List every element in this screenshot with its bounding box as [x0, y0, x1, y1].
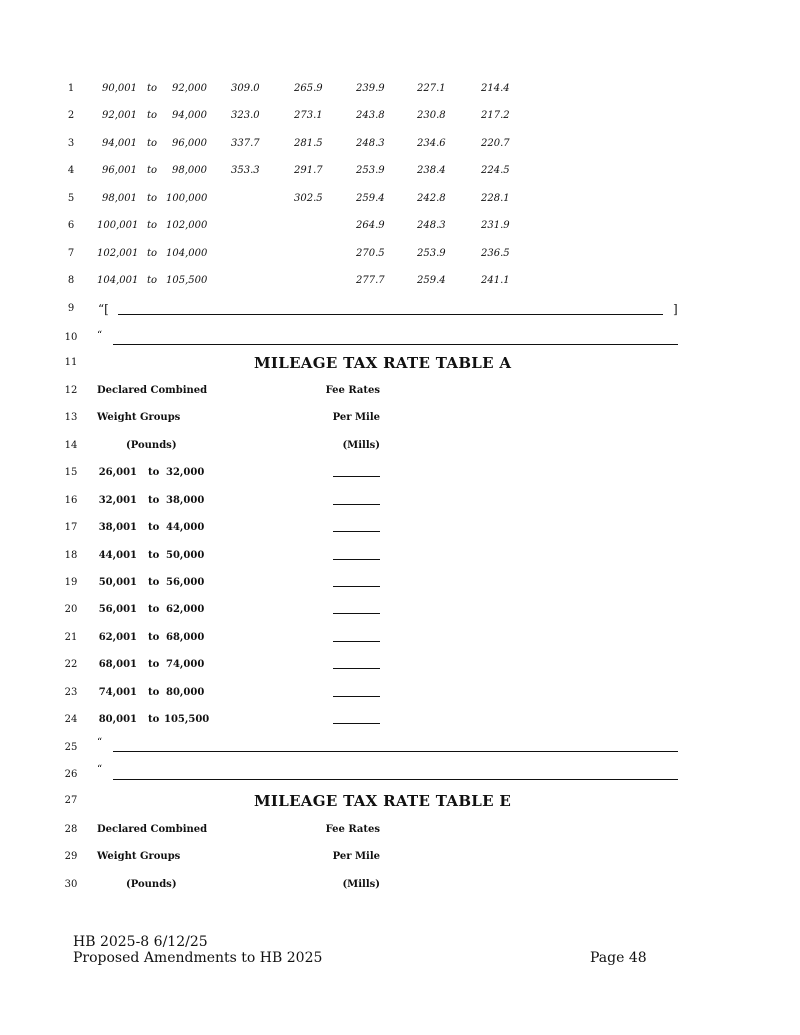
line-number: 13: [64, 412, 78, 423]
table-a-row: [0, 683, 800, 703]
rate-value: 220.7: [481, 138, 510, 149]
weight-to-word: to: [148, 522, 160, 533]
weight-from: 62,001: [98, 632, 137, 643]
table-a-row: [0, 573, 800, 593]
line-number: 4: [67, 165, 75, 176]
weight-to: 32,000: [166, 467, 205, 478]
weight-to: 62,000: [166, 604, 205, 615]
weight-from: 96,001: [102, 165, 137, 176]
insertion-rule: [113, 344, 678, 345]
weight-row: [0, 216, 800, 236]
table-a-row: [0, 600, 800, 620]
weight-to: 96,000: [172, 138, 207, 149]
weight-to: 92,000: [172, 83, 207, 94]
weight-to-word: to: [148, 550, 160, 561]
weight-to: 68,000: [166, 632, 205, 643]
open-quote: “: [97, 764, 103, 775]
line-number: 1: [67, 83, 75, 94]
weight-to: 44,000: [166, 522, 205, 533]
rate-blank: [333, 476, 380, 477]
weight-to: 105,500: [166, 275, 208, 286]
header-right: Per Mile: [332, 851, 380, 862]
rate-blank: [333, 504, 380, 505]
weight-to-word: to: [147, 248, 158, 259]
insertion-line: [0, 765, 800, 785]
weight-from: 56,001: [98, 604, 137, 615]
rate-value: 231.9: [481, 220, 510, 231]
table-a-row: [0, 710, 800, 730]
weight-row: [0, 161, 800, 181]
table-e-title-row: [0, 791, 800, 811]
rate-value: 243.8: [356, 110, 385, 121]
open-quote: “: [97, 330, 103, 341]
table-a-row: [0, 546, 800, 566]
weight-to: 104,000: [166, 248, 208, 259]
rate-value: 259.4: [417, 275, 446, 286]
table-a-row: [0, 628, 800, 648]
insertion-line: [0, 738, 800, 758]
weight-row: [0, 134, 800, 154]
rate-value: 227.1: [417, 83, 446, 94]
line-number: 23: [64, 687, 78, 698]
line-number: 24: [64, 714, 78, 725]
weight-to: 56,000: [166, 577, 205, 588]
rate-value: 291.7: [294, 165, 323, 176]
header-right: Fee Rates: [325, 385, 380, 396]
weight-row: [0, 106, 800, 126]
rate-value: 248.3: [417, 220, 446, 231]
header-right: (Mills): [342, 440, 380, 451]
rate-value: 265.9: [294, 83, 323, 94]
table-e-header-row: [0, 875, 800, 895]
rate-value: 302.5: [294, 193, 323, 204]
line-number: 9: [67, 303, 75, 314]
weight-to: 94,000: [172, 110, 207, 121]
weight-from: 38,001: [98, 522, 137, 533]
weight-to: 100,000: [166, 193, 208, 204]
rate-blank: [333, 641, 380, 642]
weight-to-word: to: [148, 467, 160, 478]
line-number: 16: [64, 495, 78, 506]
rate-value: 248.3: [356, 138, 385, 149]
line-number: 30: [64, 879, 78, 890]
table-a-row: [0, 463, 800, 483]
line-number: 5: [67, 193, 75, 204]
insertion-line: [0, 328, 800, 348]
weight-to-word: to: [148, 687, 160, 698]
weight-from: 32,001: [98, 495, 137, 506]
weight-row: [0, 271, 800, 291]
rate-value: 253.9: [356, 165, 385, 176]
rate-value: 236.5: [481, 248, 510, 259]
weight-to-word: to: [147, 165, 158, 176]
rate-value: 323.0: [231, 110, 260, 121]
weight-to: 38,000: [166, 495, 205, 506]
table-a-title: MILEAGE TAX RATE TABLE A: [254, 354, 512, 372]
weight-to: 98,000: [172, 165, 207, 176]
weight-to-word: to: [147, 138, 158, 149]
rate-value: 234.6: [417, 138, 446, 149]
line-number: 15: [64, 467, 78, 478]
line-number: 22: [64, 659, 78, 670]
rate-value: 277.7: [356, 275, 385, 286]
weight-from: 74,001: [98, 687, 137, 698]
header-left: Weight Groups: [97, 851, 181, 862]
weight-from: 50,001: [98, 577, 137, 588]
rate-blank: [333, 613, 380, 614]
weight-to-word: to: [148, 604, 160, 615]
rate-value: 270.5: [356, 248, 385, 259]
open-quote: “: [97, 737, 103, 748]
rate-blank: [333, 559, 380, 560]
weight-to: 50,000: [166, 550, 205, 561]
table-a-header-row: [0, 436, 800, 456]
weight-to: 74,000: [166, 659, 205, 670]
line-number: 12: [64, 385, 78, 396]
line-number: 27: [64, 795, 78, 806]
rate-value: 241.1: [481, 275, 510, 286]
weight-from: 102,001: [97, 248, 139, 259]
header-right: (Mills): [342, 879, 380, 890]
table-a-row: [0, 655, 800, 675]
line-number: 6: [67, 220, 75, 231]
footer-bill-id: HB 2025-8 6/12/25: [73, 934, 208, 950]
rate-value: 217.2: [481, 110, 510, 121]
weight-to: 102,000: [166, 220, 208, 231]
rate-blank: [333, 723, 380, 724]
line-number: 20: [64, 604, 78, 615]
header-right: Per Mile: [332, 412, 380, 423]
table-e-header-row: [0, 847, 800, 867]
line-number: 19: [64, 577, 78, 588]
rate-value: 238.4: [417, 165, 446, 176]
line-number: 17: [64, 522, 78, 533]
weight-to-word: to: [148, 714, 160, 725]
rate-value: 224.5: [481, 165, 510, 176]
line-number: 29: [64, 851, 78, 862]
table-a-header-row: [0, 381, 800, 401]
weight-from: 104,001: [97, 275, 139, 286]
line-number: 21: [64, 632, 78, 643]
deletion-rule: [118, 314, 663, 315]
rate-value: 337.7: [231, 138, 260, 149]
weight-from: 68,001: [98, 659, 137, 670]
table-a-title-row: [0, 353, 800, 373]
open-bracket: “[: [98, 302, 109, 316]
rate-blank: [333, 696, 380, 697]
weight-from: 80,001: [98, 714, 137, 725]
line-number: 8: [67, 275, 75, 286]
rate-blank: [333, 586, 380, 587]
weight-from: 44,001: [98, 550, 137, 561]
table-a-row: [0, 518, 800, 538]
weight-to-word: to: [148, 632, 160, 643]
header-right: Fee Rates: [325, 824, 380, 835]
weight-to: 80,000: [166, 687, 205, 698]
weight-from: 98,001: [102, 193, 137, 204]
rate-blank: [333, 668, 380, 669]
line-number: 10: [64, 332, 78, 343]
line-number: 26: [64, 769, 78, 780]
rate-value: 273.1: [294, 110, 323, 121]
line-number: 25: [64, 742, 78, 753]
header-left: (Pounds): [126, 440, 177, 451]
header-left: Weight Groups: [97, 412, 181, 423]
line-number: 18: [64, 550, 78, 561]
rate-value: 239.9: [356, 83, 385, 94]
rate-value: 264.9: [356, 220, 385, 231]
weight-from: 94,001: [102, 138, 137, 149]
insertion-rule: [113, 779, 678, 780]
footer-subtitle: Proposed Amendments to HB 2025: [73, 950, 323, 966]
line-number: 2: [67, 110, 75, 121]
weight-from: 26,001: [98, 467, 137, 478]
rate-value: 242.8: [417, 193, 446, 204]
table-a-header-row: [0, 408, 800, 428]
weight-to-word: to: [148, 659, 160, 670]
close-bracket: ]: [673, 302, 678, 316]
footer-page-number: Page 48: [590, 950, 647, 966]
weight-from: 100,001: [97, 220, 139, 231]
line-number: 3: [67, 138, 75, 149]
weight-to-word: to: [147, 83, 158, 94]
weight-to-word: to: [147, 275, 158, 286]
weight-to-word: to: [148, 577, 160, 588]
weight-from: 90,001: [102, 83, 137, 94]
weight-row: [0, 244, 800, 264]
bracket-deletion-line: [0, 299, 800, 319]
table-e-header-row: [0, 820, 800, 840]
rate-value: 281.5: [294, 138, 323, 149]
line-number: 28: [64, 824, 78, 835]
header-left: Declared Combined: [97, 824, 208, 835]
weight-to-word: to: [147, 110, 158, 121]
header-left: Declared Combined: [97, 385, 208, 396]
weight-to-word: to: [147, 193, 158, 204]
line-number: 14: [64, 440, 78, 451]
rate-blank: [333, 531, 380, 532]
weight-row: [0, 189, 800, 209]
header-left: (Pounds): [126, 879, 177, 890]
weight-to-word: to: [148, 495, 160, 506]
weight-to-word: to: [147, 220, 158, 231]
rate-value: 353.3: [231, 165, 260, 176]
rate-value: 309.0: [231, 83, 260, 94]
line-number: 7: [67, 248, 75, 259]
rate-value: 230.8: [417, 110, 446, 121]
insertion-rule: [113, 751, 678, 752]
table-a-row: [0, 491, 800, 511]
weight-to: 105,500: [164, 714, 210, 725]
rate-value: 253.9: [417, 248, 446, 259]
table-e-title: MILEAGE TAX RATE TABLE E: [254, 792, 512, 810]
weight-from: 92,001: [102, 110, 137, 121]
line-number: 11: [64, 357, 78, 368]
rate-value: 259.4: [356, 193, 385, 204]
weight-row: [0, 79, 800, 99]
rate-value: 214.4: [481, 83, 510, 94]
rate-value: 228.1: [481, 193, 510, 204]
